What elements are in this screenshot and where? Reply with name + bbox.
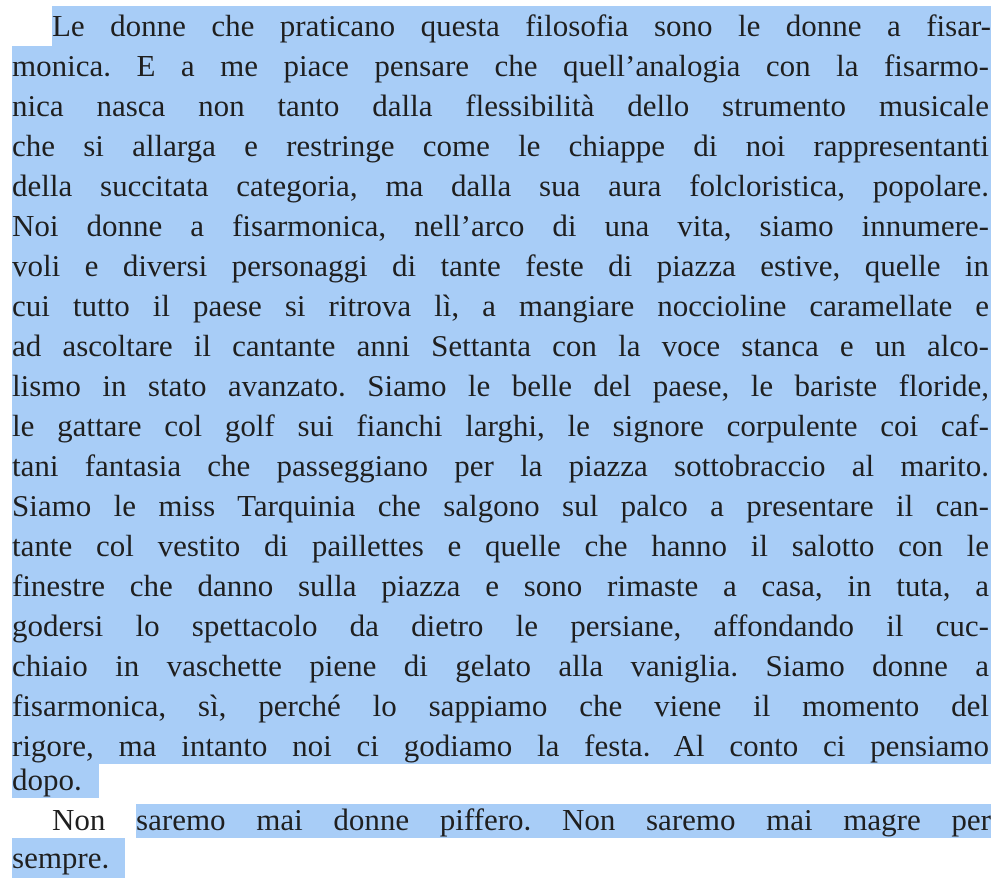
text-line[interactable]: finestre che danno sulla piazza e sono rimaste a casa, in tuta, a <box>12 568 989 603</box>
text-line[interactable]: godersi lo spettacolo da dietro le persiane, affondando il cuc- <box>12 608 989 643</box>
text-line[interactable]: fisarmonica, sì, perché lo sappiamo che viene il momento del <box>12 688 989 723</box>
text-line[interactable]: lismo in stato avanzato. Siamo le belle del paese, le bariste floride, <box>12 368 989 403</box>
text-line[interactable]: le gattare col golf sui fianchi larghi, le signore corpulente coi caf- <box>12 408 989 443</box>
text-line[interactable]: monica. E a me piace pensare che quell’analogia con la fisarmo- <box>12 48 989 83</box>
text-line[interactable]: voli e diversi personaggi di tante feste di piazza estive, quelle in <box>12 248 989 283</box>
text-line[interactable]: tani fantasia che passeggiano per la piazza sottobraccio al marito. <box>12 448 989 483</box>
text-line[interactable]: Siamo le miss Tarquinia che salgono sul palco a presentare il can- <box>12 488 989 523</box>
text-line[interactable]: Noi donne a fisarmonica, nell’arco di una vita, siamo innumere- <box>12 208 989 243</box>
text-line[interactable]: nica nasca non tanto dalla flessibilità dello strumento musicale <box>12 88 989 123</box>
text-line[interactable]: chiaio in vaschette piene di gelato alla vaniglia. Siamo donne a <box>12 648 989 683</box>
text-line[interactable]: cui tutto il paese si ritrova lì, a mangiare noccioline caramellate e <box>12 288 989 323</box>
text-line[interactable]: tante col vestito di paillettes e quelle che hanno il salotto con le <box>12 528 989 563</box>
text-line[interactable]: rigore, ma intanto noi ci godiamo la festa. Al conto ci pensiamo <box>12 728 989 763</box>
text-line-last[interactable]: dopo. <box>12 762 82 797</box>
text-line[interactable]: Le donne che praticano questa filosofia sono le donne a fisar- <box>52 8 991 43</box>
text-line[interactable]: che si allarga e restringe come le chiappe di noi rappresentanti <box>12 128 989 163</box>
text-line[interactable]: Non saremo mai donne piffero. Non saremo mai magre per <box>52 802 991 837</box>
text-line[interactable]: della succitata categoria, ma dalla sua aura folcloristica, popolare. <box>12 168 989 203</box>
text-line[interactable]: ad ascoltare il cantante anni Settanta con la voce stanca e un alco- <box>12 328 989 363</box>
text-line-last[interactable]: sempre. <box>12 840 110 875</box>
